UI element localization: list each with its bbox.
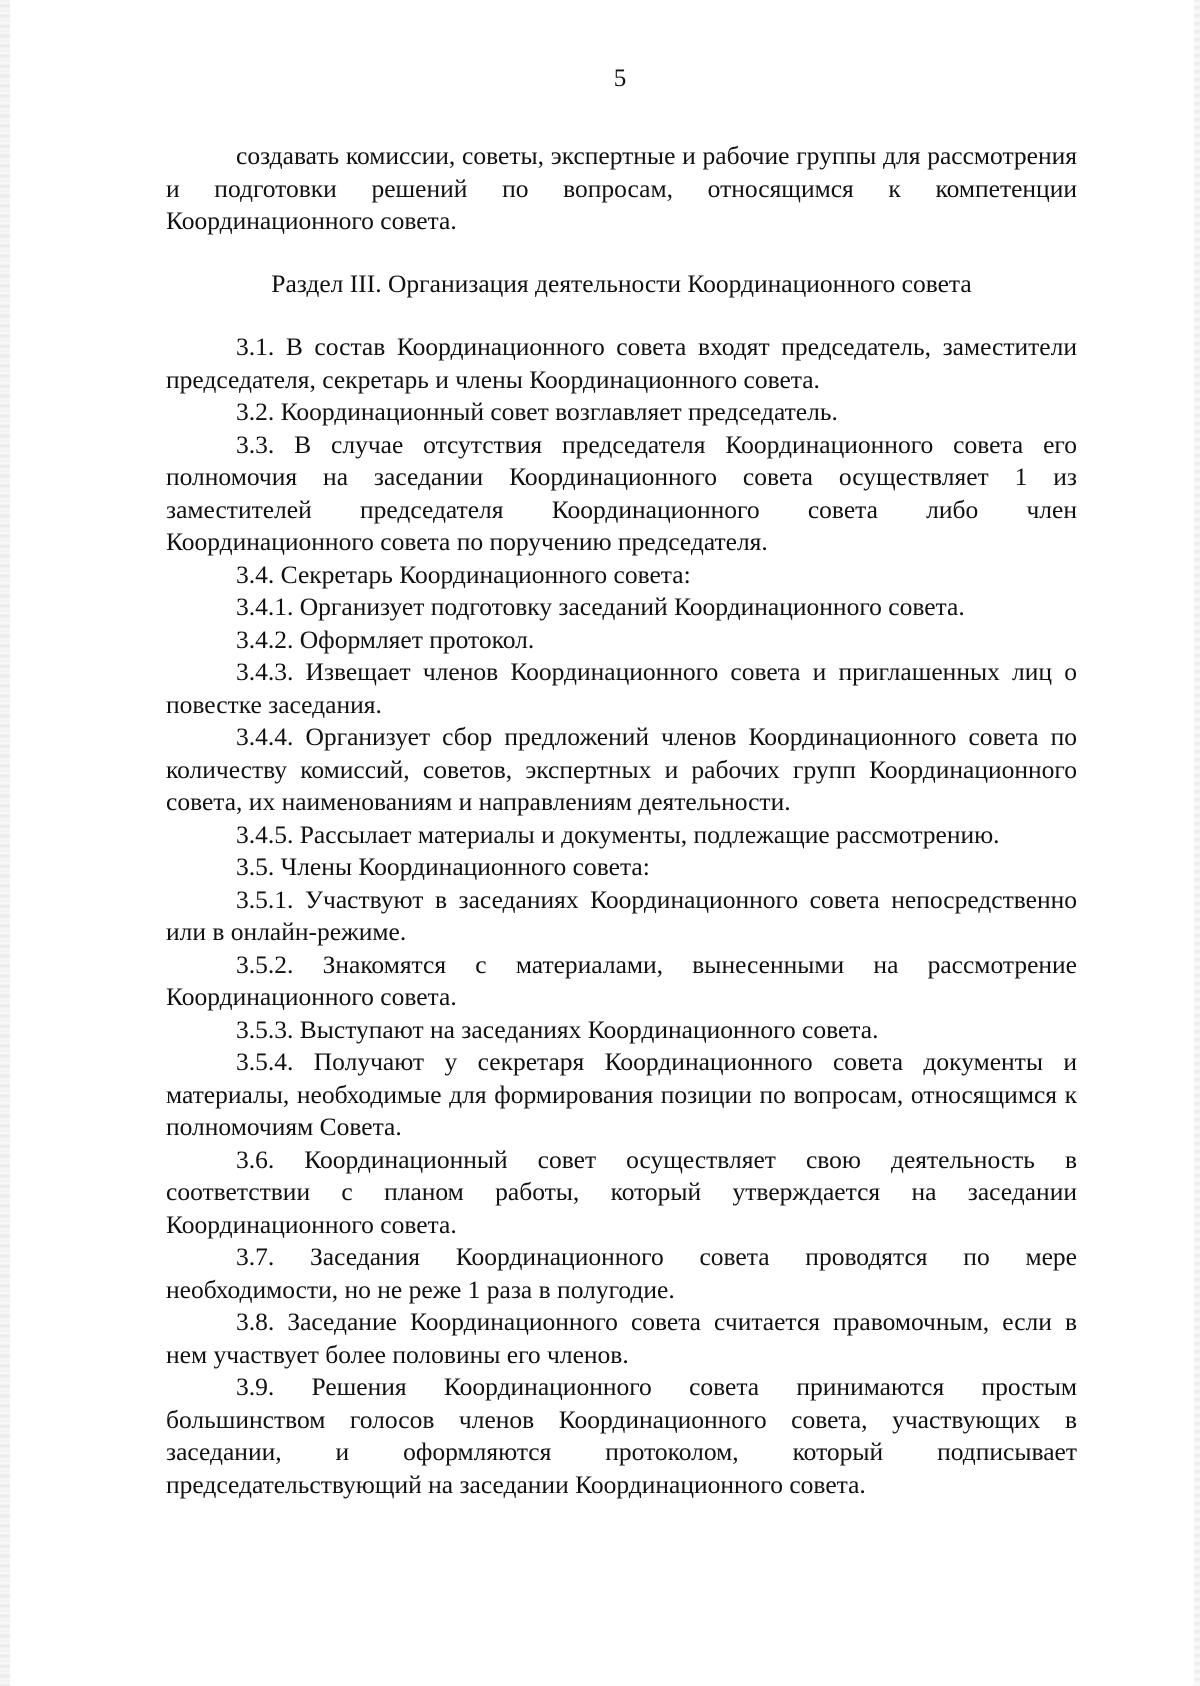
paragraph-3-5-1: 3.5.1. Участвуют в заседаниях Координационного совета непосредственно или в онлайн-режиме.: [166, 884, 1077, 946]
paragraph-3-8: 3.8. Заседание Координационного совета считается правомочным, если в нем участвует более половины его членов.: [166, 1307, 1077, 1369]
paragraph-3-4-2: 3.4.2. Оформляет протокол.: [236, 624, 535, 654]
paragraph-3-5-3: 3.5.3. Выступают на заседаниях Координационного совета.: [236, 1014, 879, 1044]
paragraph-3-6: 3.6. Координационный совет осуществляет свою деятельность в соответствии с планом работы, который утверждается на заседании Координационного совета.: [166, 1144, 1077, 1239]
page-number: 5: [613, 65, 627, 92]
paragraph-3-5-2: 3.5.2. Знакомятся с материалами, вынесенными на рассмотрение Координационного совета.: [166, 949, 1077, 1011]
scan-edge-right: [1194, 0, 1200, 1686]
document-body: [166, 140, 1077, 1501]
paragraph: создавать комиссии, советы, экспертные и рабочие группы для рассмотрения и подготовки решений по вопросам, относящимся к компетенции Координационного совета.: [166, 141, 1077, 235]
paragraph-3-4-4: 3.4.4. Организует сбор предложений членов Координационного совета по количеству комиссий, советов, экспертных и рабочих групп Координационного совета, их наименованиям и направлениям деятельности.: [166, 722, 1077, 816]
scan-edge-left: [0, 0, 10, 1686]
paragraph-3-2: 3.2. Координационный совет возглавляет председатель.: [236, 397, 838, 426]
paragraph-3-4: 3.4. Секретарь Координационного совета:: [236, 559, 691, 589]
paragraph-3-9: 3.9. Решения Координационного совета принимаются простым большинством голосов членов Координационного совета, участвующих в заседании, и оформляются протоколом, который подписывает председательствующий на заседании Координационного совета.: [166, 1372, 1077, 1499]
paragraph-3-4-5: 3.4.5. Рассылает материалы и документы, подлежащие рассмотрению.: [236, 819, 1000, 849]
paragraph-3-5: 3.5. Члены Координационного совета:: [236, 852, 650, 881]
paragraph-3-3: 3.3. В случае отсутствия председателя Координационного совета его полномочия на заседании Координационного совета осуществляет 1 из заместителей председателя Координационного совета либо член Координационного совета по поручению председателя.: [166, 429, 1077, 556]
paragraph-3-5-4: 3.5.4. Получают у секретаря Координационного совета документы и материалы, необходимые для формирования позиции по вопросам, относящимся к полномочиям Совета.: [166, 1047, 1077, 1141]
paragraph-3-4-3: 3.4.3. Извещает членов Координационного совета и приглашенных лиц о повестке заседания.: [166, 657, 1077, 719]
paragraph-3-7: 3.7. Заседания Координационного совета проводятся по мере необходимости, но не реже 1 раза в полугодие.: [166, 1242, 1077, 1304]
section-heading: Раздел III. Организация деятельности Координационного совета: [271, 268, 972, 298]
paragraph-3-1: 3.1. В состав Координационного совета входят председатель, заместители председателя, секретарь и члены Координационного совета.: [166, 332, 1077, 394]
paragraph-3-4-1: 3.4.1. Организует подготовку заседаний Координационного совета.: [236, 592, 965, 621]
